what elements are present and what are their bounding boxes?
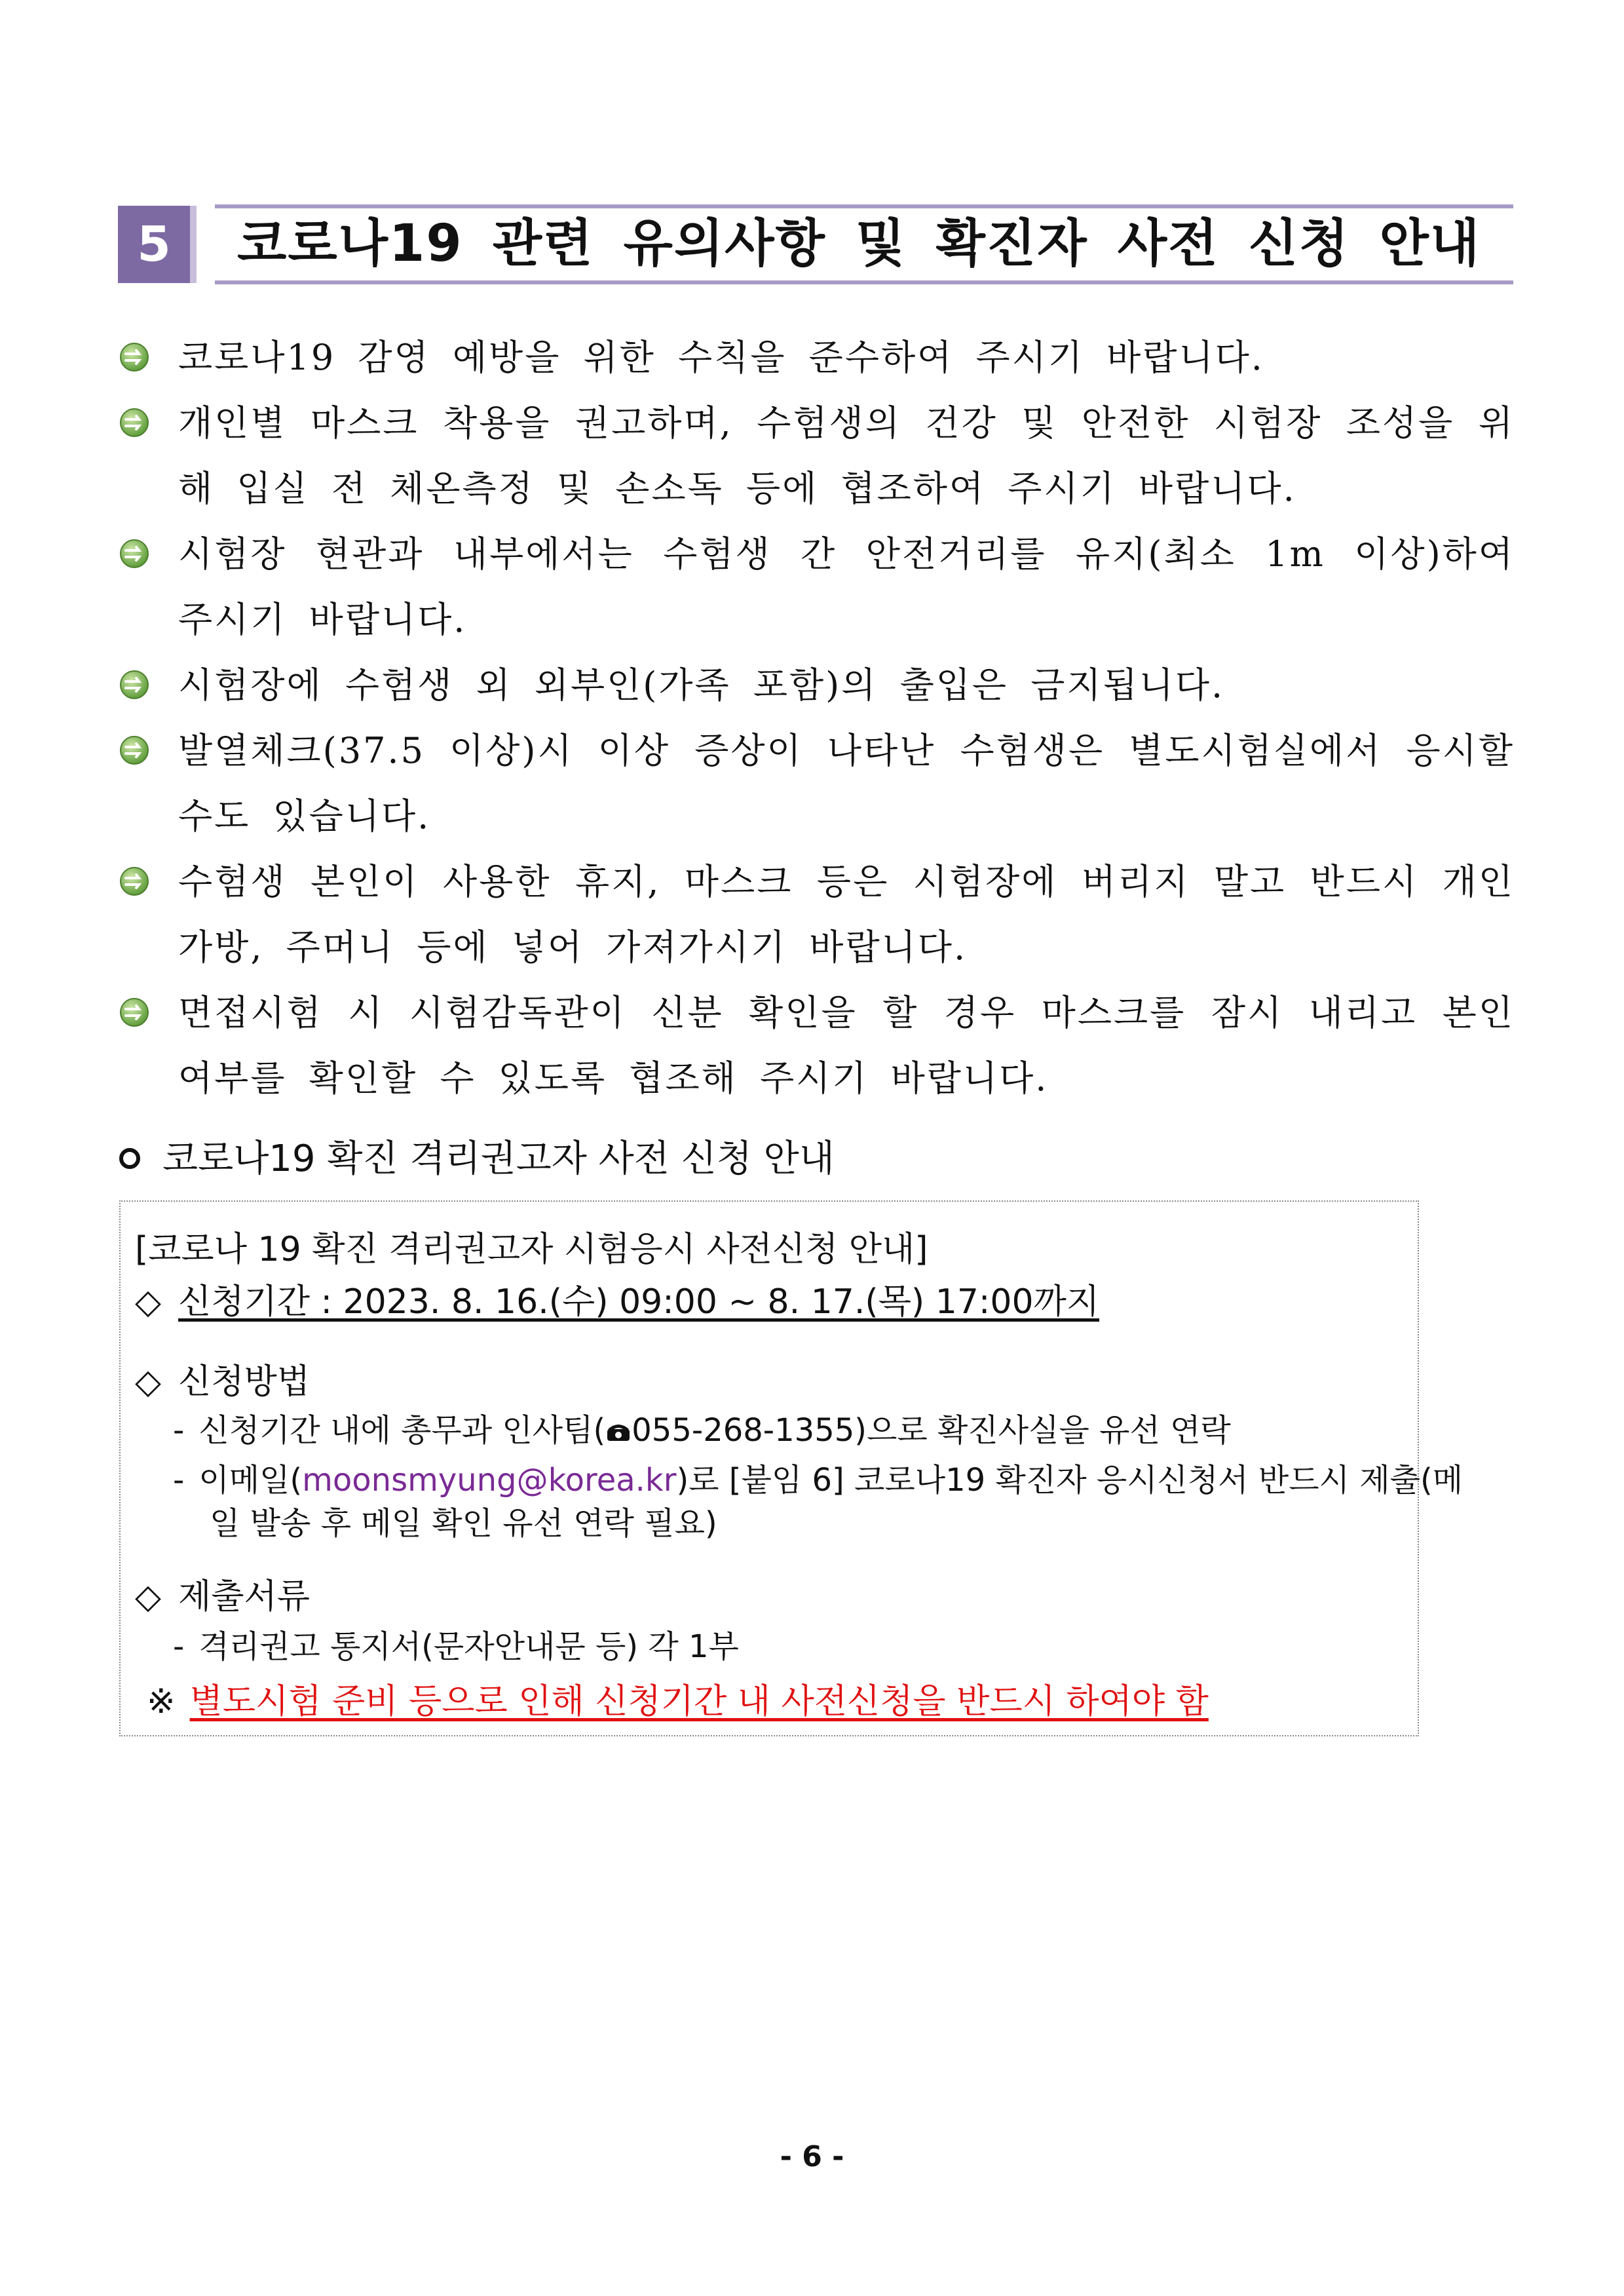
reference-mark-icon: ※	[147, 1682, 176, 1721]
contact-email-link[interactable]: moonsmyung@korea.kr	[302, 1462, 677, 1499]
application-method-label	[135, 1354, 1418, 1403]
green-arrow-bullet-icon	[119, 342, 149, 372]
section-number-edge	[190, 206, 197, 283]
required-document-item	[173, 1621, 1418, 1666]
precaution-list	[119, 325, 1515, 1111]
application-method-text: 신청방법	[178, 1362, 310, 1402]
required-document-text: 격리권고 통지서(문자안내문 등) 각 1부	[198, 1628, 739, 1665]
warning-note	[147, 1674, 1418, 1723]
phone-icon	[605, 1419, 632, 1445]
application-period-text: 신청기간 : 2023. 8. 16.(수) 09:00 ~ 8. 17.(목) 17:00까지	[178, 1282, 1100, 1322]
list-item	[119, 849, 1515, 980]
green-arrow-bullet-icon	[119, 408, 149, 438]
diamond-icon: ◇	[135, 1362, 161, 1402]
method-2-post: )로 [붙임 6] 코로나19 확진자 응시신청서 반드시 제출(메	[676, 1462, 1463, 1499]
list-item-text: 수험생 본인이 사용한 휴지, 마스크 등은 시험장에 버리지 말고 반드시 개인 가방, 주머니 등에 넣어 가져가시기 바랍니다.	[178, 861, 1515, 968]
list-item	[119, 980, 1515, 1111]
header-rule-bottom	[215, 280, 1513, 284]
list-item	[119, 718, 1515, 849]
method-1-pre: 신청기간 내에 총무과 인사팀(	[198, 1412, 606, 1449]
list-item-text: 개인별 마스크 착용을 권고하며, 수험생의 건강 및 안전한 시험장 조성을 위해 입실 전 체온측정 및 손소독 등에 협조하여 주시기 바랍니다.	[178, 402, 1515, 509]
dash-marker: -	[173, 1412, 185, 1449]
sub-heading-text: 코로나19 확진 격리권고자 사전 신청 안내	[162, 1138, 835, 1180]
warning-note-text: 별도시험 준비 등으로 인해 신청기간 내 사전신청을 반드시 하여야 함	[189, 1682, 1209, 1721]
list-item-text: 시험장에 수험생 외 외부인(가족 포함)의 출입은 금지됩니다.	[178, 664, 1225, 706]
section-number: 5	[118, 206, 190, 283]
list-item	[119, 522, 1515, 653]
green-arrow-bullet-icon	[119, 866, 149, 896]
section-title: 코로나19 관련 유의사항 및 확진자 사전 신청 안내	[237, 214, 1481, 273]
section-header	[118, 201, 1513, 287]
green-arrow-bullet-icon	[119, 670, 149, 700]
sub-heading	[119, 1130, 835, 1189]
required-documents-label	[135, 1569, 1418, 1618]
hollow-circle-bullet-icon	[119, 1148, 140, 1169]
green-arrow-bullet-icon	[119, 735, 149, 765]
dash-marker: -	[173, 1628, 185, 1665]
method-2-pre: 이메일(	[198, 1462, 303, 1499]
list-item	[119, 325, 1515, 391]
header-rule-top	[215, 204, 1513, 208]
method-item-email-continued: 일 발송 후 메일 확인 유선 연락 필요)	[210, 1505, 717, 1542]
list-item	[119, 653, 1515, 718]
method-1-post: )으로 확진사실을 유선 연락	[854, 1412, 1231, 1449]
method-item-phone	[173, 1405, 1418, 1450]
diamond-icon: ◇	[135, 1282, 161, 1322]
required-documents-text: 제출서류	[178, 1577, 310, 1617]
method-item-email	[173, 1455, 1463, 1500]
diamond-icon: ◇	[135, 1577, 161, 1617]
green-arrow-bullet-icon	[119, 997, 149, 1027]
list-item-text: 코로나19 감영 예방을 위한 수칙을 준수하여 주시기 바랍니다.	[178, 337, 1264, 378]
application-period	[135, 1274, 1418, 1323]
list-item-text: 시험장 현관과 내부에서는 수험생 간 안전거리를 유지(최소 1m 이상)하여 주시기 바랍니다.	[178, 533, 1515, 640]
application-info-box	[119, 1200, 1463, 1736]
green-arrow-bullet-icon	[119, 539, 149, 569]
info-box-title: [코로나 19 확진 격리권고자 시험응시 사전신청 안내]	[135, 1230, 928, 1269]
list-item-text: 면접시험 시 시험감독관이 신분 확인을 할 경우 마스크를 잠시 내리고 본인 여부를 확인할 수 있도록 협조해 주시기 바랍니다.	[178, 992, 1515, 1099]
dash-marker: -	[173, 1462, 185, 1499]
contact-phone: 055-268-1355	[632, 1412, 855, 1449]
list-item-text: 발열체크(37.5 이상)시 이상 증상이 나타난 수험생은 별도시험실에서 응시할 수도 있습니다.	[178, 730, 1515, 837]
list-item	[119, 391, 1515, 522]
page-number: - 6 -	[780, 2140, 844, 2173]
